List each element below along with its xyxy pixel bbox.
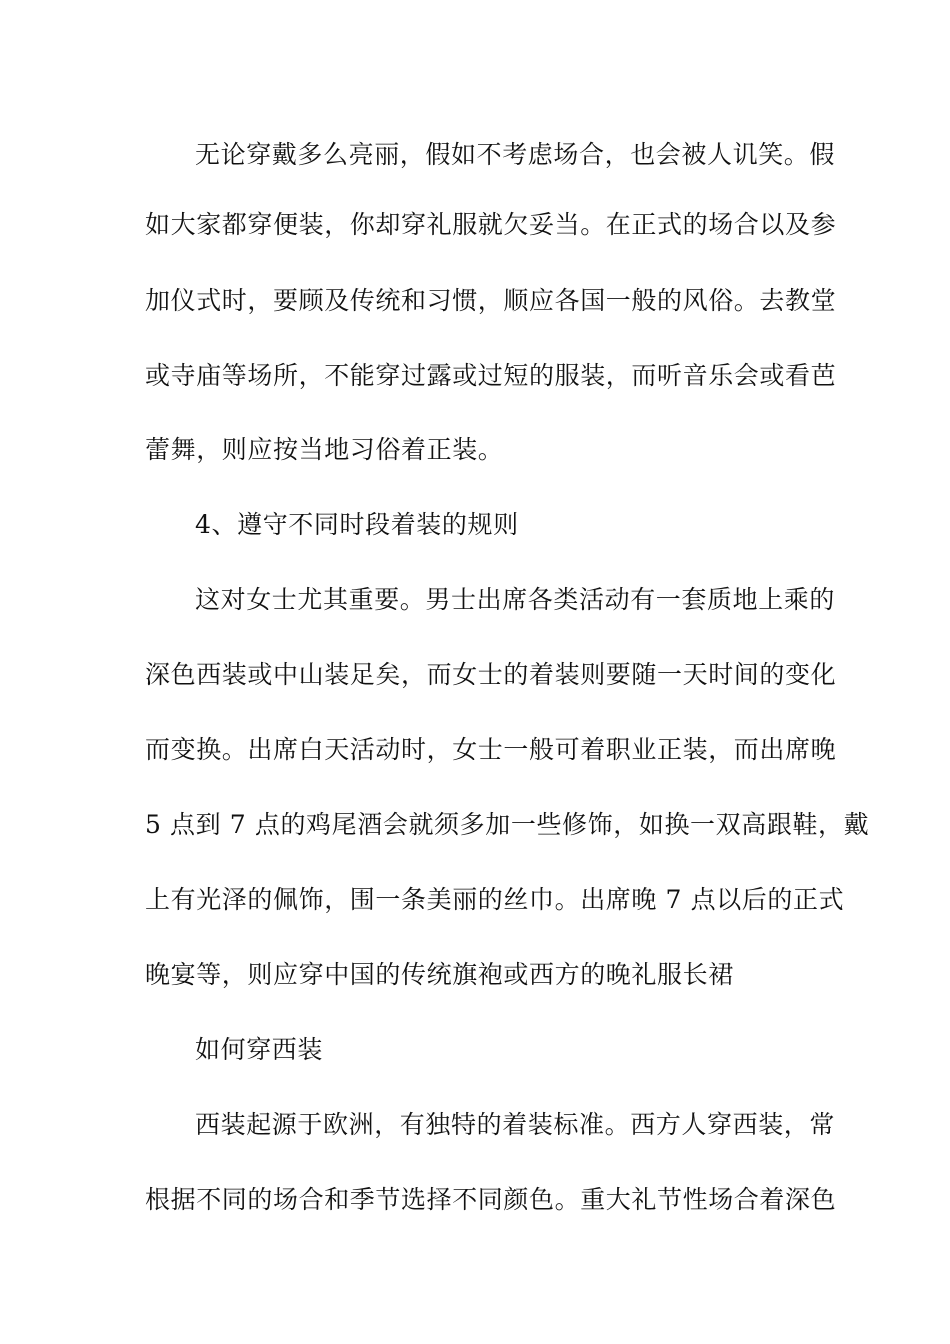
paragraph-line: 加仪式时，要顾及传统和习惯，顺应各国一般的风俗。去教堂 <box>145 286 837 315</box>
paragraph-line: 而变换。出席白天活动时，女士一般可着职业正装，而出席晚 <box>145 735 837 764</box>
section-heading: 4、遵守不同时段着装的规则 <box>195 510 519 539</box>
paragraph-line: 深色西装或中山装足矣，而女士的着装则要随一天时间的变化 <box>145 660 837 689</box>
paragraph-line: 5 点到 7 点的鸡尾酒会就须多加一些修饰，如换一双高跟鞋，戴 <box>145 810 870 839</box>
paragraph-line: 晚宴等，则应穿中国的传统旗袍或西方的晚礼服长裙 <box>145 960 734 989</box>
paragraph-line: 这对女士尤其重要。男士出席各类活动有一套质地上乘的 <box>195 585 836 614</box>
paragraph-line: 或寺庙等场所，不能穿过露或过短的服装，而听音乐会或看芭 <box>145 361 837 390</box>
paragraph-line: 西装起源于欧洲，有独特的着装标准。西方人穿西装，常 <box>195 1110 836 1139</box>
paragraph-line: 无论穿戴多么亮丽，假如不考虑场合，也会被人讥笑。假 <box>195 140 836 169</box>
paragraph-line: 如大家都穿便装，你却穿礼服就欠妥当。在正式的场合以及参 <box>145 210 837 239</box>
paragraph-line: 根据不同的场合和季节选择不同颜色。重大礼节性场合着深色 <box>145 1185 837 1214</box>
paragraph-line: 蕾舞，则应按当地习俗着正装。 <box>145 435 504 464</box>
paragraph-line: 上有光泽的佩饰，围一条美丽的丝巾。出席晚 7 点以后的正式 <box>145 885 845 914</box>
section-heading: 如何穿西装 <box>195 1035 324 1064</box>
